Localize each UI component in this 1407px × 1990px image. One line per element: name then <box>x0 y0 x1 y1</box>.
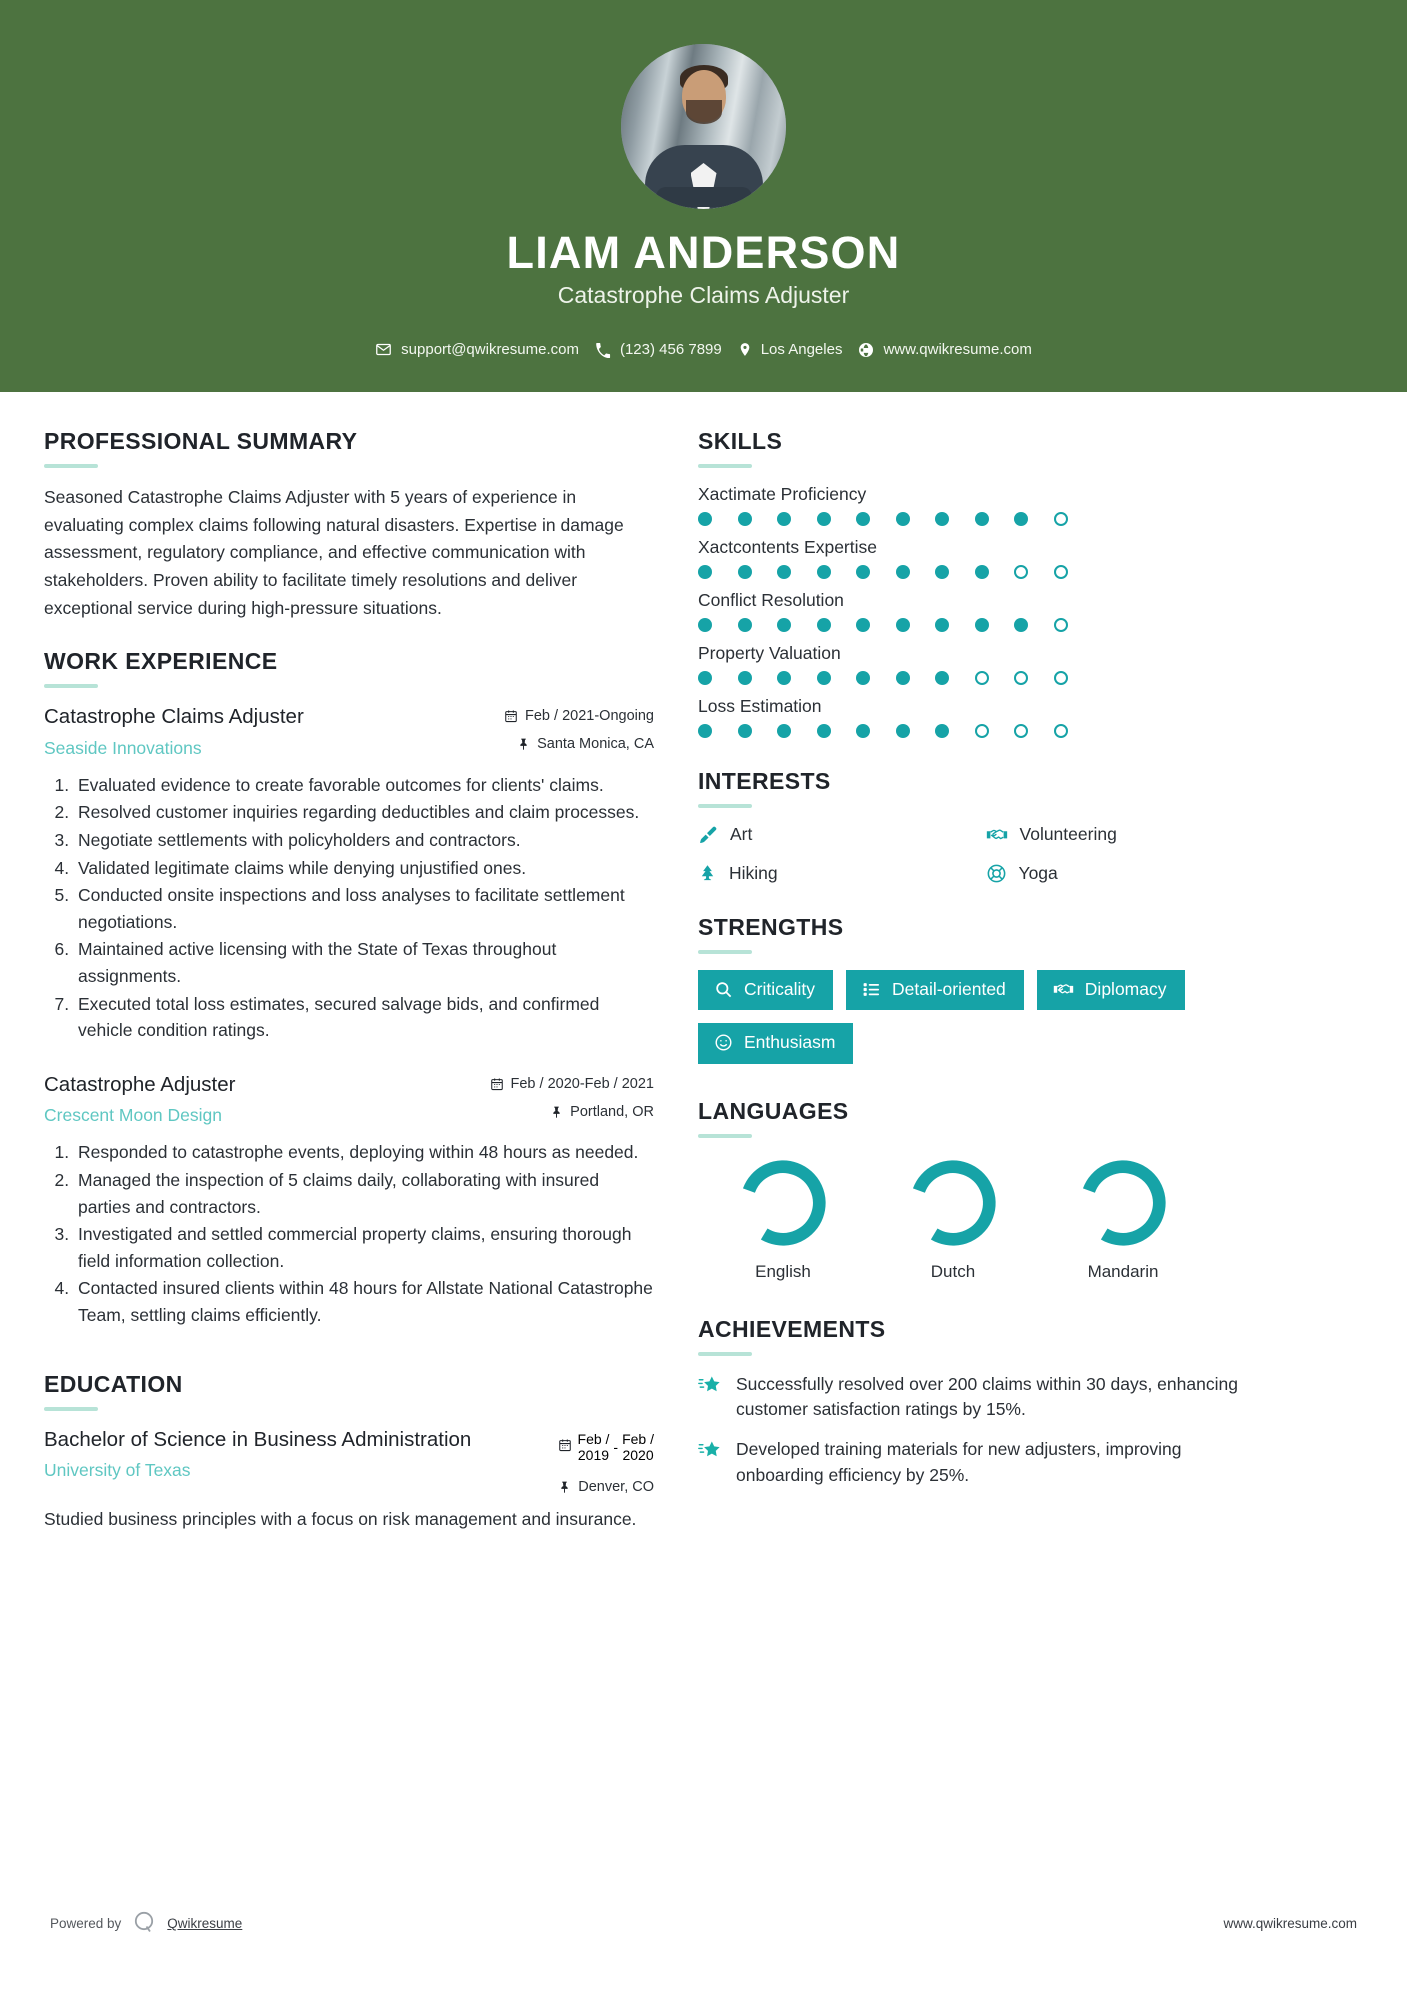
section-rule <box>698 1352 752 1356</box>
education-start-year: 2019 <box>577 1446 610 1463</box>
work-location <box>490 1104 655 1120</box>
pushpin-icon <box>550 1105 563 1119</box>
achievement-item <box>698 1437 1263 1489</box>
strength-chips <box>698 970 1263 1064</box>
language-item-mandarin <box>1038 1154 1208 1282</box>
work-role: Catastrophe Adjuster <box>44 1072 236 1096</box>
work-entry-left <box>44 1072 478 1127</box>
section-strengths <box>698 914 1263 1064</box>
work-bullet: 5. Conducted onsite inspections and loss analyses to facilitate settlement negotiations. <box>74 882 654 935</box>
skill-dot-filled <box>896 512 910 526</box>
skill-dot-filled <box>777 671 791 685</box>
powered-by-label: Powered by <box>50 1916 122 1931</box>
interest-item-volunteering <box>986 824 1264 845</box>
avatar <box>621 44 786 209</box>
skill-dot-empty <box>975 671 989 685</box>
work-bullet: 1. Evaluated evidence to create favorable outcomes for clients' claims. <box>74 772 654 799</box>
skill-dot-filled <box>935 724 949 738</box>
contact-row <box>375 341 1032 358</box>
skill-dot-empty <box>1014 671 1028 685</box>
education-end-date <box>622 1431 654 1463</box>
work-bullet: 7. Executed total loss estimates, secured salvage bids, and confirmed vehicle condition ratings. <box>74 991 654 1044</box>
qwikresume-logo-icon <box>131 1909 157 1938</box>
contact-website-text: www.qwikresume.com <box>883 341 1032 359</box>
skill-dot-filled <box>817 618 831 632</box>
section-title-strengths: STRENGTHS <box>698 914 844 940</box>
footer-url[interactable]: www.qwikresume.com <box>1223 1916 1357 1931</box>
skill-dot-filled <box>817 671 831 685</box>
work-location-text: Portland, OR <box>570 1103 654 1120</box>
skill-label: Property Valuation <box>698 643 841 663</box>
work-organization: Seaside Innovations <box>44 737 202 758</box>
skill-label: Loss Estimation <box>698 696 822 716</box>
skill-dot-empty <box>975 724 989 738</box>
section-title-achievements: ACHIEVEMENTS <box>698 1315 886 1342</box>
section-professional-summary <box>44 428 654 622</box>
skill-dot-filled <box>856 618 870 632</box>
skill-label: Conflict Resolution <box>698 590 844 610</box>
contact-phone-text: (123) 456 7899 <box>619 341 722 359</box>
resume-body <box>0 392 1407 1558</box>
skill-dot-empty <box>1014 565 1028 579</box>
phone-icon <box>595 342 611 358</box>
work-location <box>504 736 654 752</box>
skill-dot-empty <box>1054 565 1068 579</box>
smiley-icon <box>714 1033 733 1052</box>
work-bullet: 6. Maintained active licensing with the State of Texas throughout assignments. <box>74 936 654 989</box>
skill-dot-filled <box>698 618 712 632</box>
education-start-date <box>578 1431 610 1463</box>
skill-dot-empty <box>1014 724 1028 738</box>
skill-item <box>698 590 1263 632</box>
skill-dot-filled <box>777 618 791 632</box>
skill-dot-filled <box>856 724 870 738</box>
contact-email[interactable] <box>375 341 579 358</box>
contact-email-text: support@qwikresume.com <box>401 341 579 359</box>
section-achievements <box>698 1316 1263 1490</box>
section-title-education: EDUCATION <box>44 1370 183 1397</box>
skill-dot-filled <box>935 618 949 632</box>
education-school: University of Texas <box>44 1460 191 1481</box>
work-entry <box>44 704 654 1044</box>
skill-dot-empty <box>1054 512 1068 526</box>
work-bullet: 2. Resolved customer inquiries regarding deductibles and claim processes. <box>74 799 654 826</box>
education-date-range <box>578 1431 654 1463</box>
interests-grid <box>698 824 1263 884</box>
section-title-summary: PROFESSIONAL SUMMARY <box>44 428 358 454</box>
calendar-icon <box>504 709 518 723</box>
resume-footer <box>0 1909 1407 1938</box>
work-entry-header <box>44 1072 654 1127</box>
section-rule <box>698 464 752 468</box>
strength-label: Diplomacy <box>1084 979 1167 999</box>
skill-dot-filled <box>738 565 752 579</box>
language-label: Dutch <box>930 1261 976 1281</box>
work-dates <box>504 708 654 724</box>
skill-dot-filled <box>738 724 752 738</box>
skill-rating <box>698 724 1263 738</box>
skill-dot-filled <box>935 565 949 579</box>
tree-icon <box>698 863 717 884</box>
summary-text: Seasoned Catastrophe Claims Adjuster with 5 years of experience in evaluating complex claims following natural disasters. Expertise in damage assessment, regulatory compliance, and effective communication with stakeholders. Proven ability to facilitate timely resolutions and deliver exceptional service during high-pressure situations. <box>44 487 624 618</box>
qwikresume-brand-link[interactable]: Qwikresume <box>167 1916 243 1931</box>
skill-dot-filled <box>975 512 989 526</box>
skill-dot-filled <box>896 565 910 579</box>
contact-phone[interactable] <box>595 341 722 358</box>
section-education <box>44 1371 654 1532</box>
section-rule <box>698 1134 752 1138</box>
skill-rating <box>698 618 1263 632</box>
skill-rating <box>698 671 1263 685</box>
map-pin-icon <box>738 341 752 358</box>
pushpin-icon <box>558 1480 571 1494</box>
work-entry <box>44 1072 654 1329</box>
work-bullets <box>44 772 654 1044</box>
work-bullet: 4. Contacted insured clients within 48 hours for Allstate National Catastrophe Team, settling claims efficiently. <box>74 1275 654 1328</box>
work-dates-text: Feb / 2021-Ongoing <box>525 708 654 725</box>
section-title-work: WORK EXPERIENCE <box>44 648 278 675</box>
education-entry-left <box>44 1427 546 1482</box>
interest-label: Art <box>730 824 753 844</box>
education-date-separator: - <box>613 1438 619 1455</box>
education-location <box>558 1479 654 1495</box>
star-badge-icon <box>698 1437 722 1467</box>
work-dates-text: Feb / 2020-Feb / 2021 <box>510 1075 654 1092</box>
work-bullet: 1. Responded to catastrophe events, deploying within 48 hours as needed. <box>74 1139 654 1166</box>
left-column <box>44 428 654 1558</box>
skill-dot-filled <box>856 671 870 685</box>
work-entry-meta <box>504 704 654 752</box>
education-location-text: Denver, CO <box>578 1478 654 1495</box>
envelope-icon <box>375 341 392 358</box>
skill-label: Xactcontents Expertise <box>698 537 877 557</box>
work-bullet: 3. Investigated and settled commercial property claims, ensuring thorough field information collection. <box>74 1221 654 1274</box>
education-start-month: Feb / <box>577 1430 610 1447</box>
paintbrush-icon <box>698 825 718 845</box>
contact-location[interactable] <box>738 341 843 358</box>
interest-item-hiking <box>698 863 976 884</box>
achievement-item <box>698 1372 1263 1424</box>
contact-website[interactable] <box>858 341 1031 358</box>
list-icon <box>862 980 881 999</box>
language-item-dutch <box>868 1154 1038 1282</box>
resume-header <box>0 0 1407 392</box>
work-bullets <box>44 1139 654 1328</box>
skill-dot-filled <box>738 618 752 632</box>
skill-dot-filled <box>698 565 712 579</box>
section-interests <box>698 768 1263 884</box>
candidate-name: LIAM ANDERSON <box>506 227 901 278</box>
avatar-arms <box>656 187 752 207</box>
language-progress-ring <box>1074 1154 1172 1252</box>
skill-dot-filled <box>777 512 791 526</box>
skill-dot-filled <box>698 724 712 738</box>
interest-item-yoga <box>986 863 1264 884</box>
achievement-text: Successfully resolved over 200 claims within 30 days, enhancing customer satisfaction ratings by 15%. <box>736 1373 1238 1420</box>
interest-item-art <box>698 824 976 845</box>
skill-dot-filled <box>738 671 752 685</box>
skill-dot-filled <box>738 512 752 526</box>
section-title-skills: SKILLS <box>698 428 783 454</box>
skill-item <box>698 696 1263 738</box>
skill-dot-filled <box>698 671 712 685</box>
language-progress-ring <box>904 1154 1002 1252</box>
interest-label: Volunteering <box>1019 824 1117 844</box>
education-description: Studied business principles with a focus on risk management and insurance. <box>44 1508 637 1529</box>
language-progress-ring <box>734 1154 832 1252</box>
handshake-icon <box>1053 980 1074 999</box>
star-badge-icon <box>698 1372 722 1402</box>
skill-dot-filled <box>777 724 791 738</box>
strength-chip-criticality <box>698 970 833 1010</box>
section-work-experience <box>44 648 654 1328</box>
candidate-job-title: Catastrophe Claims Adjuster <box>557 282 850 309</box>
skill-dot-filled <box>817 724 831 738</box>
strength-label: Detail-oriented <box>891 979 1006 999</box>
right-column <box>698 428 1263 1558</box>
skill-rating <box>698 565 1263 579</box>
skill-label: Xactimate Proficiency <box>698 484 867 504</box>
language-item-english <box>698 1154 868 1282</box>
achievement-text: Developed training materials for new adjusters, improving onboarding efficiency by 25%. <box>736 1439 1182 1486</box>
work-entry-header <box>44 704 654 759</box>
avatar-beard <box>686 100 722 124</box>
pushpin-icon <box>517 737 530 751</box>
work-role: Catastrophe Claims Adjuster <box>44 705 304 729</box>
skill-dot-filled <box>817 512 831 526</box>
section-rule <box>698 804 752 808</box>
work-organization: Crescent Moon Design <box>44 1105 222 1126</box>
section-rule <box>44 464 98 468</box>
skill-dot-filled <box>856 512 870 526</box>
skill-dot-filled <box>975 565 989 579</box>
skill-dot-filled <box>1014 512 1028 526</box>
skill-dot-filled <box>777 565 791 579</box>
calendar-icon <box>490 1077 504 1091</box>
globe-icon <box>858 342 874 358</box>
language-list <box>698 1154 1263 1282</box>
work-dates <box>490 1076 655 1092</box>
work-location-text: Santa Monica, CA <box>537 736 654 753</box>
skill-dot-filled <box>896 724 910 738</box>
strength-chip-diplomacy <box>1037 970 1185 1010</box>
work-bullet: 3. Negotiate settlements with policyholders and contractors. <box>74 827 654 854</box>
skill-dot-filled <box>975 618 989 632</box>
contact-location-text: Los Angeles <box>760 341 843 359</box>
education-dates <box>558 1431 654 1463</box>
education-degree: Bachelor of Science in Business Administration <box>44 1427 472 1451</box>
lifebuoy-icon <box>986 863 1007 884</box>
skill-dot-empty <box>1054 671 1068 685</box>
section-languages <box>698 1098 1263 1282</box>
strength-label: Enthusiasm <box>744 1032 836 1053</box>
powered-by-block <box>50 1909 242 1938</box>
education-entry <box>44 1427 654 1532</box>
work-bullet: 2. Managed the inspection of 5 claims daily, collaborating with insured parties and contractors. <box>74 1167 654 1220</box>
strength-label: Criticality <box>744 979 815 999</box>
skill-rating <box>698 512 1263 526</box>
skill-dot-filled <box>817 565 831 579</box>
skill-dot-filled <box>1014 618 1028 632</box>
calendar-icon <box>558 1438 572 1455</box>
handshake-icon <box>986 825 1008 845</box>
education-end-month: Feb / <box>622 1430 654 1447</box>
section-rule <box>44 684 98 688</box>
skill-item <box>698 484 1263 526</box>
skill-item <box>698 537 1263 579</box>
skill-item <box>698 643 1263 685</box>
section-title-interests: INTERESTS <box>698 768 831 794</box>
language-label: English <box>755 1261 811 1281</box>
section-rule <box>44 1407 98 1411</box>
language-label: Mandarin <box>1087 1261 1159 1281</box>
strength-chip-enthusiasm <box>698 1023 853 1063</box>
work-bullet: 4. Validated legitimate claims while denying unjustified ones. <box>74 855 654 882</box>
education-entry-meta <box>558 1427 654 1495</box>
skill-dot-filled <box>896 618 910 632</box>
magnifier-icon <box>714 980 733 999</box>
work-entry-meta <box>490 1072 655 1120</box>
skill-dot-empty <box>1054 724 1068 738</box>
section-skills <box>698 428 1263 738</box>
skill-dot-filled <box>935 671 949 685</box>
strength-chip-detail-oriented <box>846 970 1024 1010</box>
education-end-year: 2020 <box>622 1446 654 1463</box>
interest-label: Hiking <box>729 863 778 883</box>
section-rule <box>698 950 752 954</box>
skill-dot-filled <box>896 671 910 685</box>
interest-label: Yoga <box>1018 863 1058 883</box>
section-title-languages: LANGUAGES <box>698 1097 849 1124</box>
skill-dot-empty <box>1054 618 1068 632</box>
skill-dot-filled <box>935 512 949 526</box>
education-entry-header <box>44 1427 654 1495</box>
skill-dot-filled <box>856 565 870 579</box>
work-entry-left <box>44 704 492 759</box>
skill-dot-filled <box>698 512 712 526</box>
